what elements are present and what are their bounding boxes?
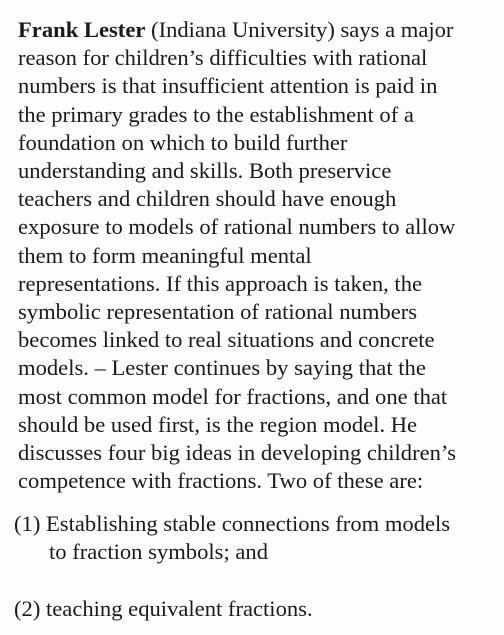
list-item-1 [14,510,500,566]
paragraph-line: discusses four big ideas in developing children’s [18,440,456,466]
list-item-2-line-1: (2) teaching equivalent fractions. [14,596,313,621]
paragraph-line: the primary grades to the establishment of a [18,101,414,127]
paragraph-line: symbolic representation of rational numbers [18,299,418,325]
paragraph-line: most common model for fractions, and one that [18,383,448,409]
list-item-1-line-2: to fraction symbols; and [49,539,268,565]
paragraph-line: teachers and children should have enough [18,186,397,212]
paragraph-line: foundation on which to build further [18,129,348,155]
paragraph-line: them to form meaningful mental [18,242,312,268]
paragraph-line: representations. If this approach is taken, the [18,270,423,296]
paragraph-line: competence with fractions. Two of these are: [18,468,424,494]
paragraph-line [18,16,498,44]
paragraph-line: becomes linked to real situations and concrete [18,327,435,353]
author-name: Frank Lester [18,17,146,42]
paragraph-line: exposure to models of rational numbers to allow [18,214,456,240]
paragraph-line: reason for children’s difficulties with rational [18,45,428,71]
paragraph-line: should be used first, is the region model. He [18,411,418,437]
paragraph-line: models. – Lester continues by saying that the [18,355,426,381]
main-paragraph [18,16,498,495]
paragraph-line-text: (Indiana University) says a major [145,17,454,42]
paragraph-line: understanding and skills. Both preservice [18,158,392,184]
list-item-2 [14,595,500,623]
list-item-1-line-1: (1) Establishing stable connections from models [14,511,451,536]
paragraph-line: numbers is that insufficient attention is paid in [18,73,438,99]
